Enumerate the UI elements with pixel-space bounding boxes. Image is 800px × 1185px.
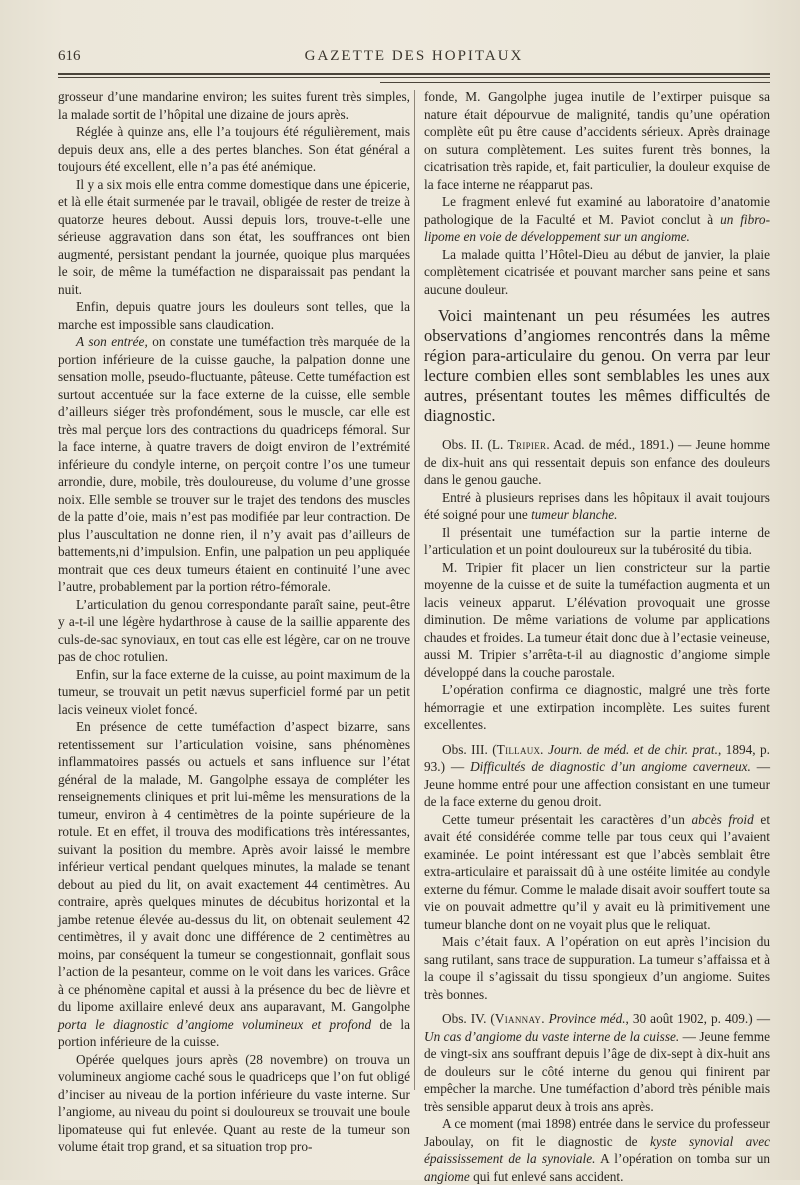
paragraph	[58, 333, 410, 596]
paragraph	[424, 193, 770, 246]
paragraph: Il y a six mois elle entra comme domestique dans une épicerie, et là elle était surmenée par le travail, obligée de rester de treize à quatorze heures debout. Aussi depuis lors, trouve-t-elle une sérieuse aggravation dans son état, les souffrances ont bien augmenté, persistant pendant la journée, quoique plus marquées le soir, de même la tuméfaction ne disparaissait pas pendant la nuit.	[58, 176, 410, 297]
italic-text: Difficultés de diagnostic d’un angiome caverneux.	[470, 759, 751, 774]
right-column	[424, 88, 770, 1185]
header-rule-right	[380, 82, 770, 83]
paragraph-text: — Jeune femme de vingt-six ans souffrant depuis l’âge de dix-sept à dix-huit ans de douleurs sur le côté interne du genou qui finirent par empêcher la marche. Une tuméfaction d’abord très pénible mais très sensible apparut deux à trois ans après.	[424, 1028, 770, 1114]
paragraph-text: Le fragment enlevé fut examiné au laboratoire d’anatomie pathologique de la Faculté et M. Paviot conclut à	[424, 194, 770, 227]
italic-text: un fibro-lipome en voie de développement sur un angiome.	[424, 211, 770, 244]
italic-text: Province méd.	[548, 1011, 626, 1026]
paragraph-text: . Acad. de méd., 1891.) — Jeune homme de dix-huit ans qui ressentait depuis son enfance des douleurs dans le genou gauche.	[424, 437, 771, 487]
paragraph	[424, 1115, 770, 1185]
paragraph-text: Cette tumeur présentait les caractères d’un	[442, 811, 692, 827]
intro-paragraph: Voici maintenant un peu résumées les autres observations d’angiomes rencontrés dans la même région para-articulaire du genou. On verra par leur lecture combien elles sont semblables les unes aux autres, présentant toutes les mêmes difficultés de diagnostic.	[424, 306, 770, 425]
observation-3-heading	[424, 741, 770, 811]
author-name: Tripier	[507, 437, 547, 452]
italic-text: . Journ. de méd. et de chir. prat.	[540, 741, 718, 757]
italic-text: tumeur blanche.	[531, 507, 618, 522]
italic-text: angiome	[424, 1168, 470, 1184]
observation-2-heading	[424, 436, 770, 489]
paragraph: Mais c’était faux. A l’opération on eut après l’incision du sang rutilant, sans trace de suppuration. La tumeur s’affaissa et à la coupe il s’agissait du tissu spongieux d’un angiome. Suites très bonnes.	[424, 934, 770, 1002]
paragraph-text: Entré à plusieurs reprises dans les hôpitaux il avait toujours été soigné pour une	[424, 489, 770, 522]
observation-4-heading	[424, 1010, 770, 1115]
paragraph-text: A ce moment (mai 1898) entrée dans le service du professeur Jaboulay, on fit le diagnostic de	[424, 1116, 770, 1149]
paragraph: Réglée à quinze ans, elle l’a toujours été régulièrement, mais depuis deux ans, elle a des pertes blanches. Son état général a toujours été excellent, elle n’a pas été anémique.	[58, 124, 410, 174]
paragraph: La malade quitta l’Hôtel-Dieu au début de janvier, la plaie complètement cicatrisée et pouvant marcher sans peine et sans aucune douleur.	[424, 246, 770, 297]
header-rule	[58, 73, 770, 75]
paragraph-text: En présence de cette tuméfaction d’aspect bizarre, sans retentissement sur l’articulation voisine, sans phénomènes inflammatoires passés ou actuels et sans influence sur l’état général de la malade, M. Gangolphe essaya de compléter les renseignements cliniques et prit lui-même les mensurations de la tumeur, environ à 4 centimètres de la pointe supérieure de la rotule. Et en effet, il trouva des modifications très intéressantes, suivant la position du membre. Après avoir laissé le membre inférieur vertical pendant quelques minutes, la malade se tenant debout au pied du lit, on avait exactement 44 centimètres. Au contraire, après quelques minutes de décubitus horizontal et la jambe retenue élevée au-dessus du lit, on obtenait seulement 42 centimètres, il y avait donc une différence de 2 centimètres au moins, par conséquent la tumeur se congestionnait, gonflait sous l’action de la pesanteur, comme on le voit dans les varices. Grâce à ce phénomène capital et aussi à la présence du bec de lièvre et du lipome axillaire enlevé deux ans auparavant, M. Gangolphe	[58, 719, 410, 1014]
paragraph-text: qui fut enlevé sans accident.	[469, 1168, 624, 1184]
paragraph-text: , 1894, p. 93.) —	[424, 741, 770, 774]
paragraph: fonde, M. Gangolphe jugea inutile de l’extirper puisque sa nature était dépourvue de malignité, tandis qu’une opération complète eût pu être cause d’accidents sérieux. Après drainage on sutura complètement. Les suites furent très bonnes, la cicatrisation très rapide, et, fait particulier, la douleur exquise de la face interne ne réapparut pas.	[424, 89, 770, 192]
italic-text: kyste synovial avec épaississement de la synoviale.	[424, 1133, 771, 1166]
paragraph-text: on constate une tuméfaction très marquée de la portion inférieure de la cuisse gauche, la palpation donne une sensation molle, pseudo-fluctuante, pâteuse. Cette tuméfaction est surtout accentuée sur la face externe de la cuisse, elle semble d’ailleurs siéger très profondément, sous le muscle, car elle est très mal perçue lors des contractions du quadriceps fémoral. Sur la face interne, à quatre travers de doigt environ de l’extrémité inférieure du condyle interne, on perçoit contre l’os une tumeur arrondie, dure, mobile, très douloureuse, du volume d’une grosse noix. Elle semble se trouver sur le trajet des tendons des muscles de la patte d’oie, mais n’est pas modifiée par leur contraction. De plus l’auscultation ne donne rien, il n’y avait pas d’ailleurs de battements,ni d’impulsion. Enfin, une palpation un peu appliquée montrait que ces deux tumeurs étaient en continuité l’une avec l’autre, probablement par la portion rétro-fémorale.	[58, 334, 410, 594]
author-name: Tillaux	[496, 741, 541, 757]
italic-text: Un cas d’angiome du vaste interne de la cuisse.	[424, 1028, 680, 1044]
obs-label: Obs. II. (L.	[442, 437, 508, 452]
paragraph-text: .	[541, 1011, 549, 1026]
paragraph-text: de la portion inférieure de la cuisse.	[58, 1016, 410, 1049]
paragraph: Enfin, sur la face externe de la cuisse, au point maximum de la tumeur, se trouvait un petit nævus superficiel formé par un petit lacis veineux violet foncé.	[58, 666, 410, 717]
paragraph: Enfin, depuis quatre jours les douleurs sont telles, que la marche est impossible sans claudication.	[58, 299, 410, 332]
paragraph	[58, 718, 410, 1051]
page-header	[58, 44, 770, 68]
paragraph-text: et avait été considérée comme telle par tous ceux qui l’avaient examinée. Le point intéressant est que l’abcès semblait être extra-articulaire et paraissait dû à une ostéite limitée au condyle externe du fémur. Comme le malade disait avoir souffert toute sa vie on pouvait admettre qu’il y avait eu là primitivement une tumeur blanche dont on ne voyait plus que le reliquat.	[424, 811, 771, 932]
italic-text: abcès froid	[691, 811, 754, 827]
page-number: 616	[58, 48, 81, 64]
author-name: Viannay	[494, 1011, 542, 1026]
journal-title: GAZETTE DES HOPITAUX	[304, 48, 524, 64]
left-column	[58, 88, 410, 1156]
paragraph: L’opération confirma ce diagnostic, malgré une très forte hémorragie et une extirpation incomplète. Les suites furent excellentes.	[424, 682, 770, 732]
paragraph	[424, 811, 770, 934]
paragraph: Opérée quelques jours après (28 novembre) on trouva un volumineux angiome caché sous le quadriceps que l’on fut obligé d’inciser au niveau de la portion inférieure du vaste interne. Sur l’angiome, au niveau du point si douloureux se trouvait une boule lipomateuse qui fut enlevée. Quant au reste de la tumeur son volume était trop grand, et sa situation trop pro-	[58, 1051, 410, 1154]
column-divider	[414, 90, 415, 1090]
italic-text: A son entrée,	[76, 334, 148, 349]
obs-label: Obs. III. (	[442, 741, 497, 757]
paragraph: M. Tripier fit placer un lien constricteur sur la partie moyenne de la cuisse et de suite la tuméfaction augmenta et un lacis veineux apparut. L’élévation provoquait une grosse diminution. De même variations de volume par applications chaudes et froides. La tumeur était donc due à l’ectasie veineuse, aussi M. Tripier s’arrêta-t-il au diagnostic d’angiome simple développé dans la couche parostale.	[424, 559, 770, 680]
paragraph: Il présentait une tuméfaction sur la partie interne de l’articulation et un point douloureux sur la tubérosité du tibia.	[424, 524, 770, 557]
paragraph-text: , 30 août 1902, p. 409.) —	[625, 1011, 770, 1026]
paragraph-text: — Jeune homme entré pour une affection consistant en une tumeur de la face externe du genou droit.	[424, 759, 770, 809]
paragraph	[424, 489, 770, 524]
paragraph: grosseur d’une mandarine environ; les suites furent très simples, la malade sortit de l’hôpital une dizaine de jours après.	[58, 89, 410, 122]
header-rule-thin	[58, 77, 770, 78]
paragraph-text: A l’opération on tomba sur un	[595, 1151, 770, 1166]
italic-text: porta le diagnostic d’angiome volumineux et profond	[58, 1016, 372, 1032]
paragraph: L’articulation du genou correspondante paraît saine, peut-être y a-t-il une légère hydarthrose à cause de la saillie apparente des culs-de-sac synoviaux, en tout cas elle est légère, car on ne trouve pas de choc rotulien.	[58, 596, 410, 664]
obs-label: Obs. IV. (	[442, 1011, 495, 1026]
